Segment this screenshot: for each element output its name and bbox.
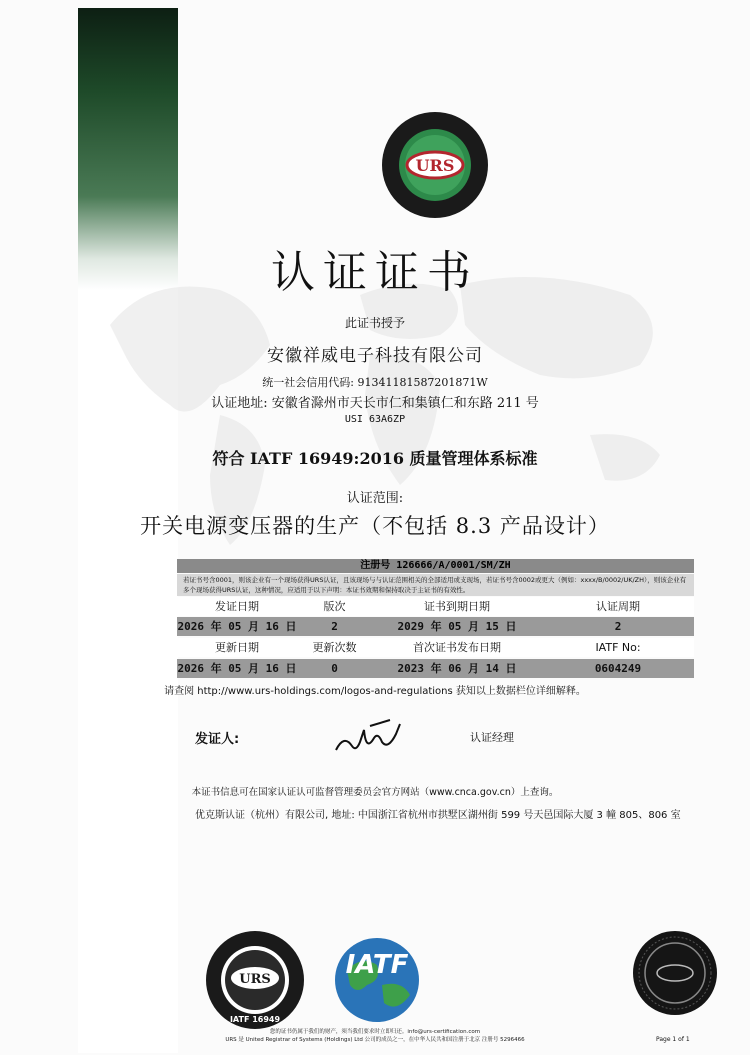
registration-note: 若证书号含0001，则该企业有一个现场获得URS认证，且该现场与与认证范围相关的全部适用或支现场，若证书号含0002或更大（例如：xxxx/B/0002/UK/ZH），则该企业有多个现场获得URS认证，这种情况，应适用于以下声明：本证书效期和保持取决于主证书的有效性。 [177, 574, 694, 596]
table-cell: 0 [331, 662, 338, 675]
table-row [177, 659, 694, 678]
company-seal-icon [632, 930, 718, 1016]
table-cell: IATF No: [595, 641, 641, 654]
issuer-role: 认证经理 [470, 731, 514, 744]
page-number: Page 1 of 1 [656, 1036, 690, 1043]
table-cell: 更新日期 [215, 641, 259, 654]
scope-text: 开关电源变压器的生产（不包括 8.3 产品设计） [140, 514, 610, 538]
table-cell: 版次 [323, 600, 346, 613]
table-cell: 首次证书发布日期 [413, 641, 501, 654]
svg-text:URS: URS [239, 972, 271, 987]
standard-statement: 符合 IATF 16949:2016 质量管理体系标准 [212, 449, 538, 468]
scope-label: 认证范围: [346, 491, 404, 506]
footer-text [0, 1028, 750, 1044]
online-verification-note: 本证书信息可在国家认证认可监督管理委员会官方网站（www.cnca.gov.cn）上查询。 [191, 787, 559, 798]
lookup-instructions: 请查阅 http://www.urs-holdings.com/logos-and-regulations 获知以上数据栏位详细解释。 [164, 686, 586, 697]
table-cell: 2 [614, 620, 622, 633]
usi-code: USI 63A6ZP [344, 414, 406, 425]
table-cell: 2026 年 05 月 16 日 [177, 620, 297, 633]
registration-number: 注册号 126666/A/0001/SM/ZH [177, 559, 694, 573]
issuer-label: 发证人: [195, 732, 240, 747]
company-name: 安徽祥威电子科技有限公司 [267, 346, 483, 366]
footer-line-1: 您的证书仍属于我们的财产，须当我们要求时立即归还。info@urs-certification.com [269, 1029, 481, 1035]
signature-icon [330, 712, 420, 762]
certified-address: 认证地址: 安徽省滁州市天长市仁和集镇仁和东路 211 号 [211, 396, 539, 411]
granted-to-label: 此证书授予 [344, 316, 405, 330]
urs-logo-icon [380, 110, 490, 220]
table-cell: 2026 年 05 月 16 日 [177, 662, 297, 675]
table-cell: 0604249 [594, 662, 642, 675]
credit-code: 统一社会信用代码: 91341181587201871W [262, 376, 488, 389]
table-cell: 2029 年 05 月 15 日 [397, 620, 517, 633]
urs-iatf-logo-icon [205, 930, 305, 1030]
table-row [177, 597, 694, 616]
table-cell: 更新次数 [312, 641, 357, 654]
office-address: 优克斯认证（杭州）有限公司, 地址: 中国浙江省杭州市拱墅区湖州街 599 号天邑国际大厦 3 幢 805、806 室 [195, 810, 681, 821]
svg-text:URS: URS [415, 156, 455, 175]
table-row [177, 617, 694, 636]
table-cell: 认证周期 [596, 600, 640, 613]
svg-text:IATF: IATF [345, 950, 409, 980]
table-cell: 2023 年 06 月 14 日 [397, 662, 517, 675]
table-row [177, 638, 694, 657]
table-cell: 证书到期日期 [424, 600, 490, 613]
svg-text:IATF 16949: IATF 16949 [229, 1015, 281, 1024]
certificate-title: 认证证书 [271, 247, 479, 298]
footer-line-2: URS 是 United Registrar of Systems (Holdings) Ltd 公司的成员之一，在中华人民共和国注册于北京 注册号 5296466 [225, 1037, 525, 1043]
table-cell: 发证日期 [215, 600, 259, 613]
iatf-logo-icon [322, 925, 432, 1025]
table-cell: 2 [331, 620, 338, 633]
